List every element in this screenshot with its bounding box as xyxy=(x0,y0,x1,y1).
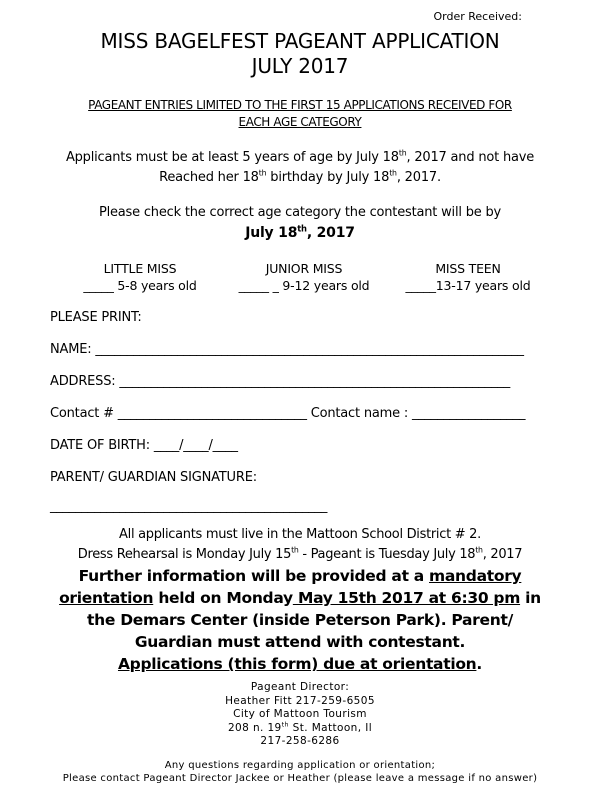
orientation-line5: Applications (this form) due at orientation. xyxy=(117,655,483,673)
questions-line2: Please contact Pageant Director Jackee or Heather (please leave a message if no answer) xyxy=(62,772,538,784)
address-label: ADDRESS: xyxy=(50,374,116,389)
order-received-label: Order Received: xyxy=(433,10,522,23)
category-checkbox-line: _____ 5-8 years old xyxy=(83,278,197,293)
form-title-line1: MISS BAGELFEST PAGEANT APPLICATION xyxy=(100,29,500,53)
rehearsal-note: Dress Rehearsal is Monday July 15th - Pageant is Tuesday July 18th, 2017 xyxy=(77,545,523,562)
category-miss-teen xyxy=(386,260,550,294)
name-blank-line: ____________________________________________________________________ xyxy=(95,342,524,357)
questions-line1: Any questions regarding application or orientation; xyxy=(164,759,436,771)
dob-blank-line: ____/____/____ xyxy=(153,438,238,453)
contact-name-label: Contact name : xyxy=(310,406,408,421)
entry-limit-line2-wrap xyxy=(0,114,600,131)
contact-name-blank-line: __________________ xyxy=(411,406,526,421)
dob-label: DATE OF BIRTH: xyxy=(50,438,150,453)
director-name-phone: Heather Fitt 217-259-6505 xyxy=(225,694,375,707)
form-title xyxy=(0,29,600,79)
form-title-line2: JULY 2017 xyxy=(251,54,349,78)
eligibility-line2: Reached her 18th birthday by July 18th, 2017. xyxy=(159,168,441,185)
age-category-instruction xyxy=(0,203,600,244)
address-field xyxy=(50,372,600,392)
entry-limit-line1: PAGEANT ENTRIES LIMITED TO THE FIRST 15 APPLICATIONS RECEIVED FOR xyxy=(88,98,512,112)
orientation-notice xyxy=(0,565,600,675)
please-print-label: PLEASE PRINT: xyxy=(50,310,142,325)
director-phone2: 217-258-6286 xyxy=(260,735,340,747)
eligibility-line1: Applicants must be at least 5 years of age by July 18th, 2017 and not have xyxy=(65,148,535,165)
director-org: City of Mattoon Tourism xyxy=(233,708,367,720)
director-address: 208 n. 19th St. Mattoon, Il xyxy=(227,721,373,734)
director-heading: Pageant Director: xyxy=(250,681,350,693)
contact-number-label: Contact # xyxy=(50,406,114,421)
contact-field xyxy=(50,404,600,424)
district-and-schedule-notes xyxy=(0,525,600,565)
entry-limit-line2: EACH AGE CATEGORY xyxy=(238,115,362,129)
name-field xyxy=(50,340,600,360)
entry-limit-line1-wrap xyxy=(0,97,600,114)
contact-number-blank-line: ______________________________ xyxy=(117,406,307,421)
orientation-line2: orientation held on Monday May 15th 2017 at 6:30 pm in xyxy=(59,589,541,607)
questions-footer xyxy=(0,759,600,785)
category-little-miss xyxy=(58,260,222,294)
district-note: All applicants must live in the Mattoon School District # 2. xyxy=(119,527,481,542)
category-name: LITTLE MISS xyxy=(103,261,177,276)
orientation-line1: Further information will be provided at a mandatory xyxy=(78,567,522,585)
entry-limit-notice xyxy=(0,97,600,131)
applicant-form-fields xyxy=(0,308,600,517)
dob-field xyxy=(50,436,600,456)
orientation-line4: Guardian must attend with contestant. xyxy=(134,633,466,651)
signature-label: PARENT/ GUARDIAN SIGNATURE: xyxy=(50,470,257,485)
category-junior-miss xyxy=(222,260,386,294)
eligibility-text xyxy=(0,148,600,188)
name-label: NAME: xyxy=(50,342,92,357)
category-name: MISS TEEN xyxy=(435,261,501,276)
age-check-line: Please check the correct age category the contestant will be by xyxy=(98,205,502,220)
pageant-director-info xyxy=(0,681,600,749)
age-categories xyxy=(0,260,600,294)
signature-blank-line: ____________________________________________ xyxy=(50,499,328,514)
age-check-date: July 18th, 2017 xyxy=(245,223,355,241)
address-blank-line: ______________________________________________________________ xyxy=(119,374,510,389)
category-checkbox-line: _____13-17 years old xyxy=(405,278,531,293)
orientation-line3: the Demars Center (inside Peterson Park). Parent/ xyxy=(87,611,513,629)
category-checkbox-line: _____ _ 9-12 years old xyxy=(238,278,370,293)
category-name: JUNIOR MISS xyxy=(265,261,343,276)
